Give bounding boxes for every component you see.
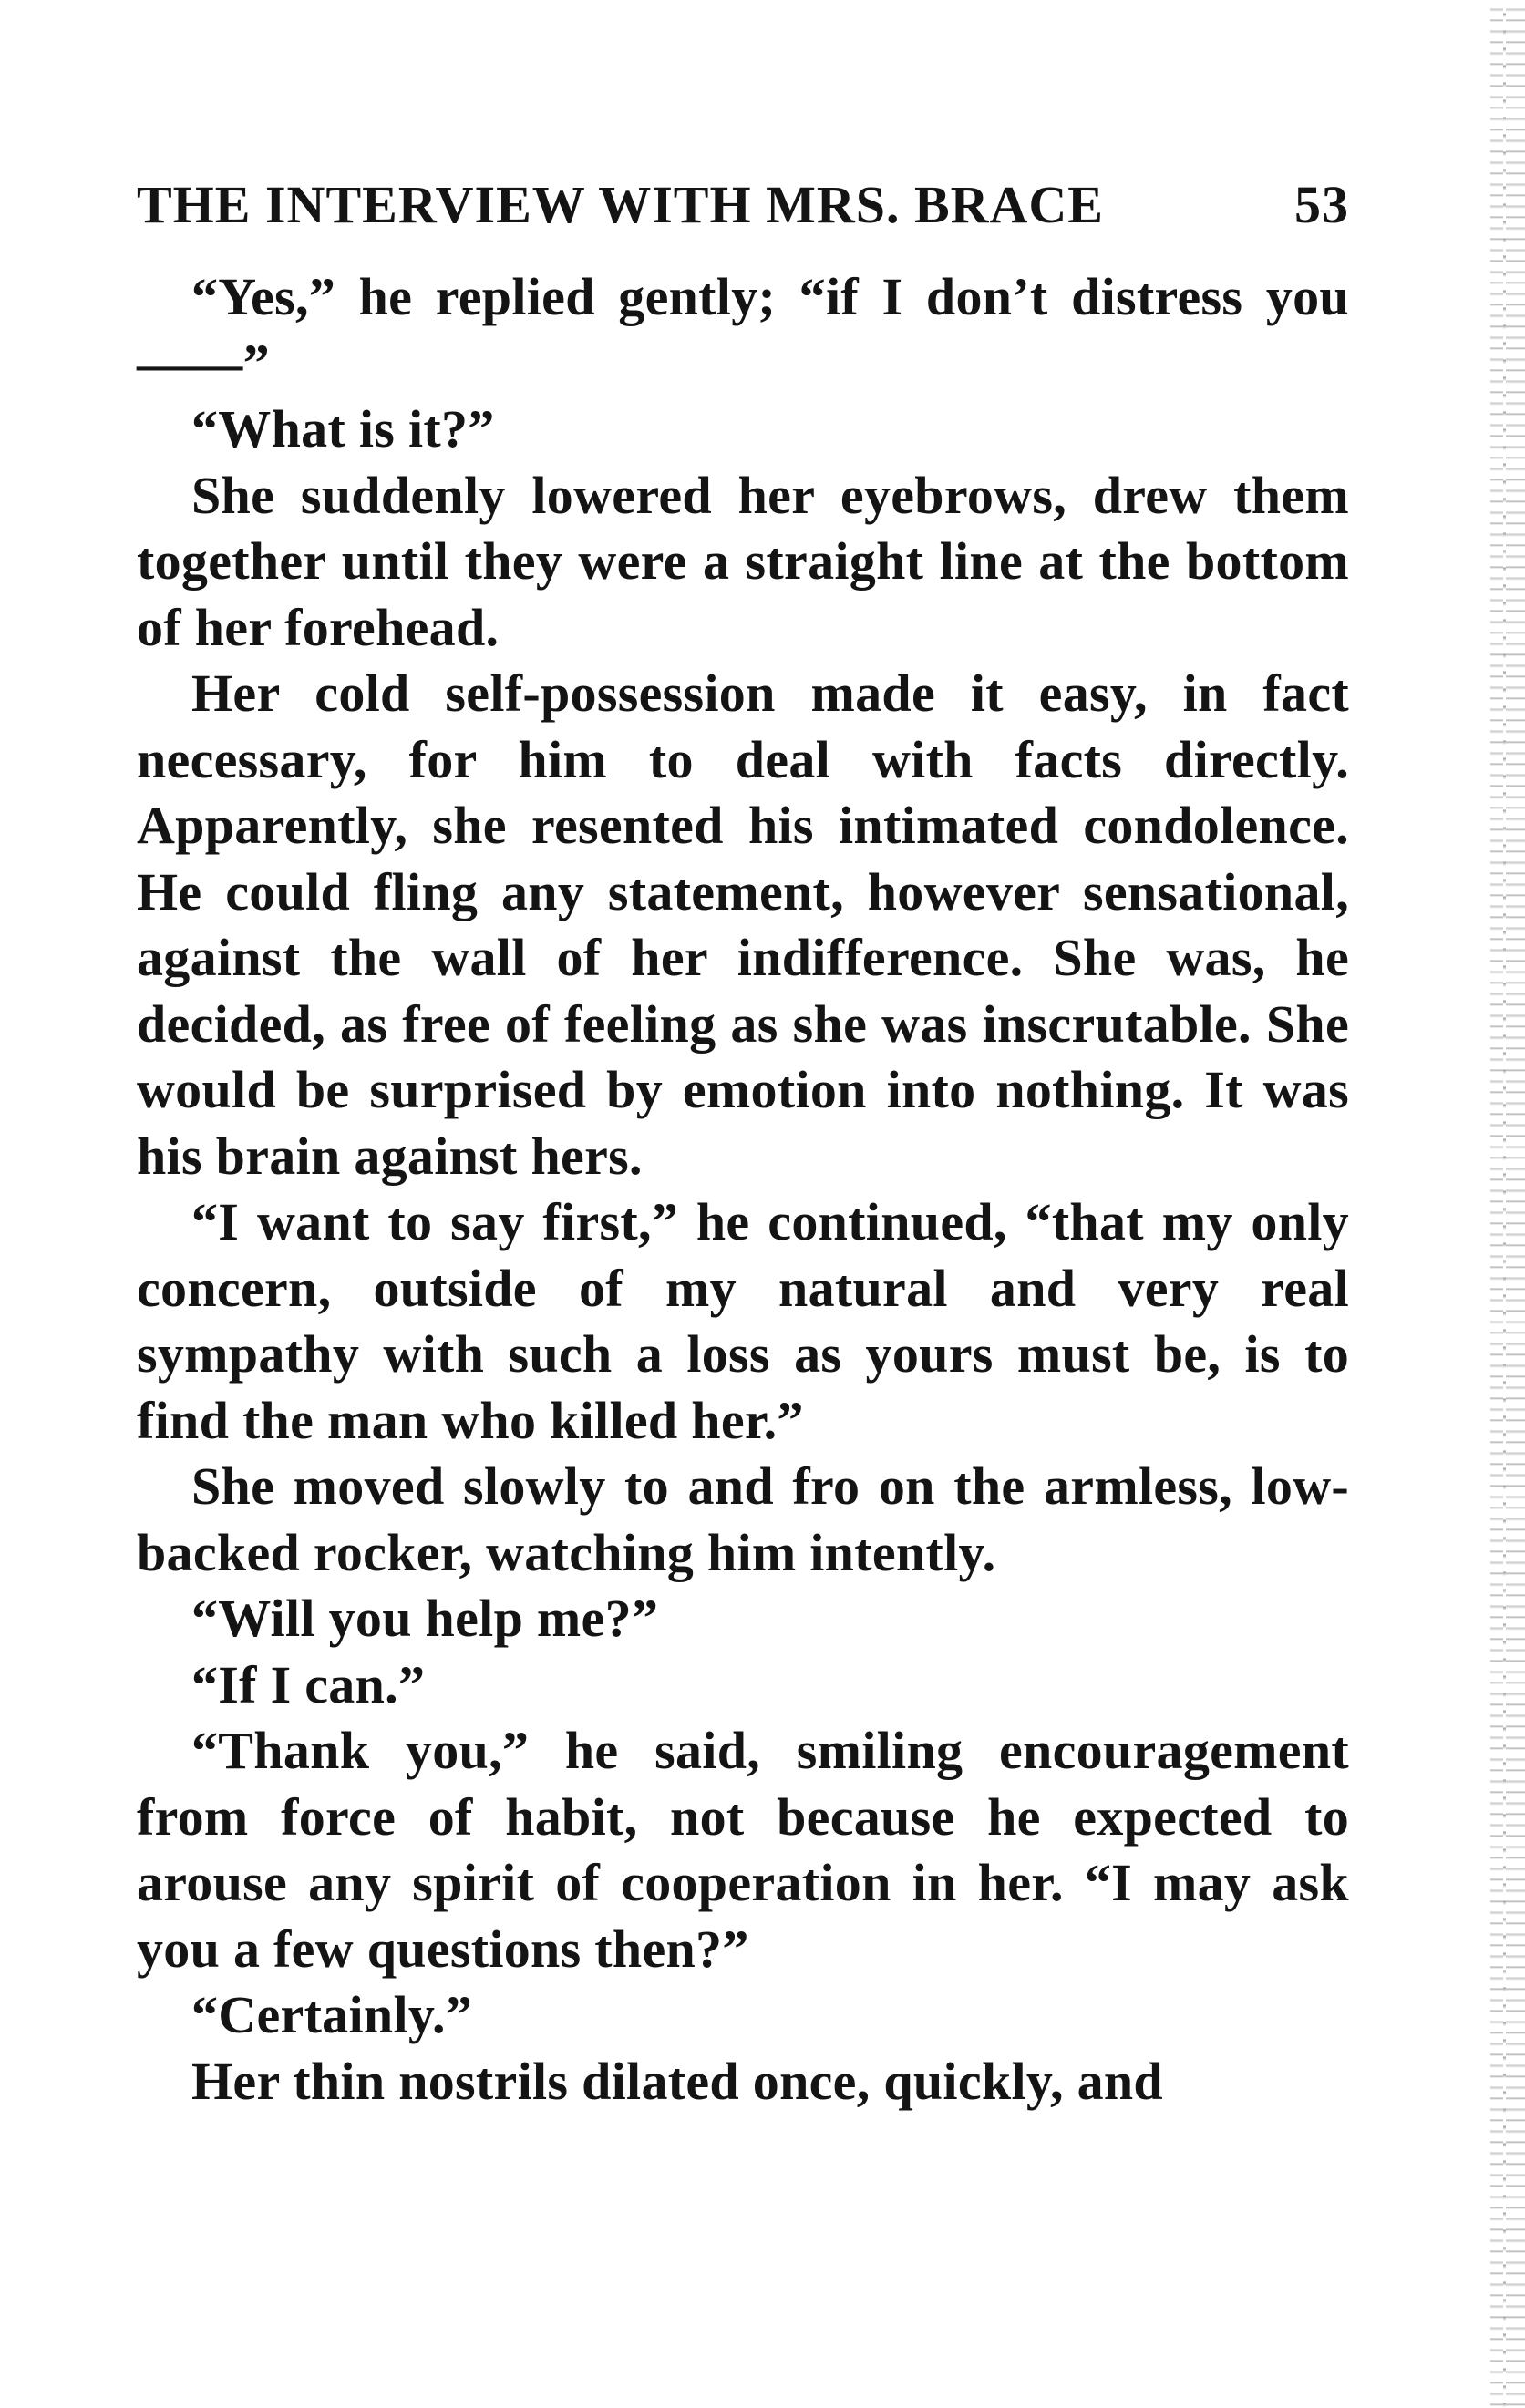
page-header [137,169,1349,242]
paragraph: “What is it?” [191,399,495,458]
page-number: 53 [1294,175,1349,234]
paragraph: Her cold self-possession made it easy, in fact necessary, for him to deal with facts directly. Apparently, she resented his intimated condolence. He could fling any statement, however sensational, against the wall of her indifference. She was, he decided, as free of feeling as she was inscrutable. She would be surprised by emotion into nothing. It was his brain against hers. [137,664,1349,1186]
paragraph: She suddenly lowered her eyebrows, drew them together until they were a straight line at the bottom of her forehead. [137,465,1349,657]
paragraph: She moved slowly to and fro on the armless, low-backed rocker, watching him intently. [137,1456,1349,1582]
running-head: THE INTERVIEW WITH MRS. BRACE [137,175,1104,234]
paragraph: “I want to say first,” he continued, “that my only concern, outside of my natural and very real sympathy with such a loss as yours must be, is to find the man who killed her.” [137,1192,1349,1450]
paragraph: “Thank you,” he said, smiling encouragement from force of habit, not because he expected to arouse any spirit of cooperation in her. “I may ask you a few questions then?” [137,1721,1349,1979]
paragraph: Her thin nostrils dilated once, quickly, and [191,2051,1163,2111]
paragraph: “Certainly.” [191,1985,473,2044]
paragraph: “If I can.” [191,1654,426,1714]
paragraph: “Will you help me?” [191,1589,659,1648]
body-text [137,264,1349,2115]
binding-edge [1490,0,1525,2408]
paragraph: “Yes,” he replied gently; “if I don’t distress you——” [137,267,1349,393]
